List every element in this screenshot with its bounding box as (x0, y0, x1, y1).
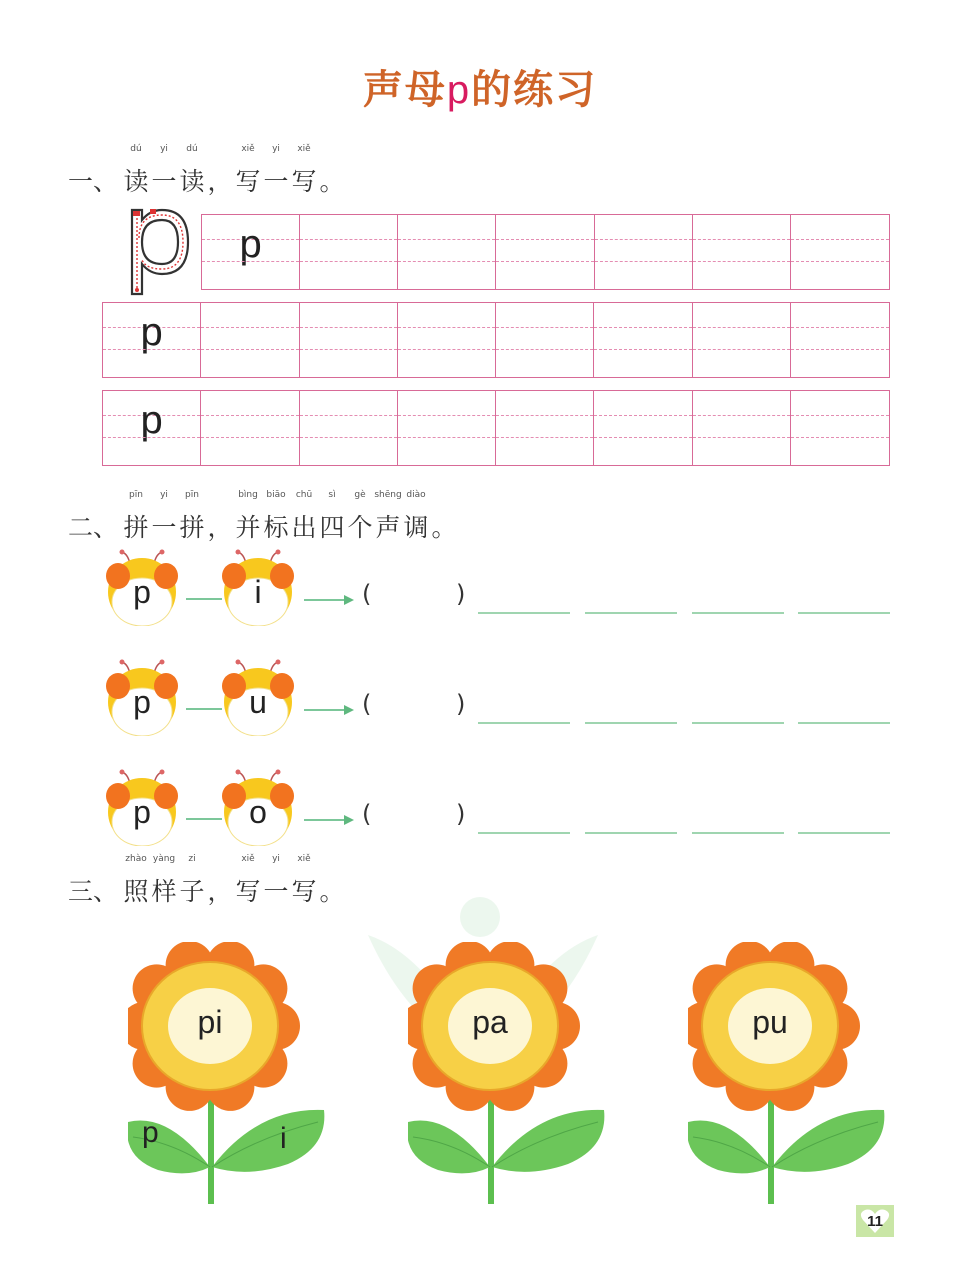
hanzi: ， (207, 513, 233, 542)
bee-final-icon (220, 548, 296, 626)
pinyin-annotation: gè (354, 490, 366, 500)
final-letter: i (254, 574, 262, 610)
arrow-right-icon (304, 812, 354, 826)
hanzi: 照 (123, 877, 149, 906)
hanzi: 一 (263, 167, 289, 196)
hanzi: ， (207, 167, 233, 196)
pinyin-annotation: dú (130, 144, 142, 154)
flower-syllable: pa (472, 1004, 508, 1040)
heading-char (150, 854, 178, 908)
heading-char (290, 490, 318, 544)
answer-input[interactable] (384, 688, 454, 724)
final-letter: u (249, 684, 267, 720)
writing-cell[interactable] (103, 391, 201, 465)
hanzi: 并 (235, 513, 261, 542)
cell-letter: p (239, 222, 262, 266)
pinyin-annotation: xiě (241, 144, 255, 154)
hanzi: 写 (291, 167, 317, 196)
close-paren: ) (456, 580, 466, 608)
heading-char (262, 490, 290, 544)
tone-blank-4[interactable] (798, 722, 890, 724)
hanzi: 。 (431, 513, 457, 542)
initial-letter: p (133, 684, 151, 720)
heading-char (290, 854, 318, 908)
bee-initial-icon (104, 548, 180, 626)
writing-cell[interactable] (201, 391, 299, 465)
writing-cell[interactable] (595, 215, 693, 289)
open-paren: ( (362, 690, 372, 718)
heading-char (150, 490, 178, 544)
tone-blank-2[interactable] (585, 832, 677, 834)
bee-final-icon (220, 658, 296, 736)
writing-grid-row-2 (102, 302, 890, 378)
connector-line (186, 818, 222, 820)
close-paren: ) (456, 690, 466, 718)
heading-char (234, 490, 262, 544)
section-2-heading (68, 490, 458, 544)
writing-cell[interactable] (693, 391, 791, 465)
pinyin-annotation: xiě (297, 854, 311, 864)
heading-char (318, 872, 346, 908)
pinyin-annotation: bìng (238, 490, 258, 500)
bee-final-icon (220, 768, 296, 846)
close-paren: ) (456, 800, 466, 828)
title-prefix: 声母 (362, 67, 447, 113)
flower-syllable: pi (197, 1004, 223, 1040)
pinyin-annotation: xiě (297, 144, 311, 154)
writing-cell[interactable] (693, 215, 791, 289)
writing-cell[interactable] (594, 391, 692, 465)
heading-char (178, 144, 206, 198)
pinyin-annotation: yi (272, 854, 280, 864)
heading-char (374, 490, 402, 544)
tone-blank-2[interactable] (585, 612, 677, 614)
bee-initial-icon (104, 768, 180, 846)
section-number: 三、 (68, 877, 119, 906)
hanzi: 读 (179, 167, 205, 196)
tone-blank-3[interactable] (692, 612, 784, 614)
left-leaf-input[interactable]: p (142, 1116, 159, 1149)
pinyin-annotation: dú (186, 144, 198, 154)
heading-char (346, 490, 374, 544)
right-leaf-input[interactable]: i (280, 1122, 287, 1155)
hanzi: 调 (403, 513, 429, 542)
hanzi: 个 (347, 513, 373, 542)
heading-char (262, 854, 290, 908)
section-1-heading (68, 144, 346, 198)
open-paren: ( (362, 800, 372, 828)
writing-cell[interactable] (594, 303, 692, 377)
section-3-heading (68, 854, 346, 908)
spelling-row (104, 548, 904, 628)
writing-cell[interactable] (398, 391, 496, 465)
hanzi: 拼 (123, 513, 149, 542)
hanzi: 一 (151, 513, 177, 542)
final-letter: o (249, 794, 267, 830)
page-title (0, 58, 960, 115)
tone-blank-2[interactable] (585, 722, 677, 724)
tone-blank-1[interactable] (478, 612, 570, 614)
tone-blank-1[interactable] (478, 832, 570, 834)
writing-cell[interactable] (201, 303, 299, 377)
pinyin-annotation: chū (295, 490, 313, 500)
heading-char (178, 490, 206, 544)
open-paren: ( (362, 580, 372, 608)
section-number: 一、 (68, 167, 119, 196)
initial-letter: p (133, 794, 151, 830)
heading-char (234, 144, 262, 198)
flower-illustration (128, 942, 328, 1212)
heading-char (262, 144, 290, 198)
hanzi: 写 (235, 877, 261, 906)
hanzi: 声 (375, 513, 401, 542)
pinyin-annotation: yi (272, 144, 280, 154)
heading-char (122, 854, 150, 908)
hanzi: 出 (291, 513, 317, 542)
heading-char (318, 162, 346, 198)
pinyin-annotation: shēng (374, 490, 402, 500)
writing-cell[interactable] (496, 303, 594, 377)
arrow-right-icon (304, 702, 354, 716)
pinyin-annotation: sì (328, 490, 336, 500)
tone-blank-3[interactable] (692, 832, 784, 834)
writing-cell[interactable] (791, 391, 889, 465)
hanzi: 。 (319, 167, 345, 196)
writing-cell[interactable] (202, 215, 300, 289)
heading-char (122, 490, 150, 544)
flower-illustration (688, 942, 888, 1212)
tone-blank-1[interactable] (478, 722, 570, 724)
writing-cell[interactable] (496, 391, 594, 465)
hanzi: 四 (319, 513, 345, 542)
pinyin-annotation: zhào (125, 854, 147, 864)
page-number-badge (856, 1205, 894, 1237)
cell-letter: p (140, 398, 163, 442)
flower-syllable: pu (752, 1004, 788, 1040)
heading-char (234, 854, 262, 908)
pinyin-annotation: biāo (266, 490, 286, 500)
pinyin-annotation: pīn (129, 490, 143, 500)
heading-char (178, 854, 206, 908)
flower-illustration (408, 942, 608, 1212)
hanzi: 。 (319, 877, 345, 906)
section-number: 二、 (68, 513, 119, 542)
writing-cell[interactable] (300, 215, 398, 289)
heading-char (290, 144, 318, 198)
heading-char (150, 144, 178, 198)
heading-char (206, 508, 234, 544)
spelling-row (104, 658, 904, 738)
tone-blank-3[interactable] (692, 722, 784, 724)
connector-line (186, 598, 222, 600)
tone-blank-4[interactable] (798, 612, 890, 614)
page-number: 11 (867, 1212, 883, 1230)
heading-char (206, 872, 234, 908)
answer-input[interactable] (384, 798, 454, 834)
hanzi: 读 (123, 167, 149, 196)
pinyin-annotation: yàng (152, 854, 176, 864)
heading-char (122, 144, 150, 198)
pinyin-annotation: yi (160, 144, 168, 154)
hanzi: 写 (235, 167, 261, 196)
hanzi: 写 (291, 877, 317, 906)
arrow-right-icon (304, 592, 354, 606)
writing-cell[interactable] (300, 391, 398, 465)
hanzi: 一 (263, 877, 289, 906)
writing-cell[interactable] (693, 303, 791, 377)
tone-blank-4[interactable] (798, 832, 890, 834)
hanzi: ， (207, 877, 233, 906)
pinyin-annotation: xiě (241, 854, 255, 864)
pinyin-annotation: zi (188, 854, 196, 864)
writing-cell[interactable] (103, 303, 201, 377)
bee-initial-icon (104, 658, 180, 736)
initial-letter: p (133, 574, 151, 610)
heading-char (402, 490, 430, 544)
pinyin-annotation: yi (160, 490, 168, 500)
stroke-order-p-icon (122, 204, 194, 300)
cell-letter: p (140, 310, 163, 354)
heading-char (430, 508, 458, 544)
writing-grid-row-1 (201, 214, 890, 290)
heading-char (206, 162, 234, 198)
title-highlight-letter: p (446, 68, 472, 112)
hanzi: 拼 (179, 513, 205, 542)
writing-cell[interactable] (791, 303, 889, 377)
title-suffix: 的练习 (471, 67, 598, 113)
hanzi: 一 (151, 167, 177, 196)
pinyin-annotation: pīn (185, 490, 199, 500)
pinyin-annotation: diào (406, 490, 426, 500)
answer-input[interactable] (384, 578, 454, 614)
writing-cell[interactable] (398, 303, 496, 377)
writing-grid-row-3 (102, 390, 890, 466)
writing-cell[interactable] (300, 303, 398, 377)
connector-line (186, 708, 222, 710)
writing-cell[interactable] (496, 215, 594, 289)
writing-cell[interactable] (791, 215, 889, 289)
hanzi: 样 (151, 877, 177, 906)
writing-cell[interactable] (398, 215, 496, 289)
spelling-row (104, 768, 904, 848)
hanzi: 子 (179, 877, 205, 906)
heading-char (318, 490, 346, 544)
hanzi: 标 (263, 513, 289, 542)
